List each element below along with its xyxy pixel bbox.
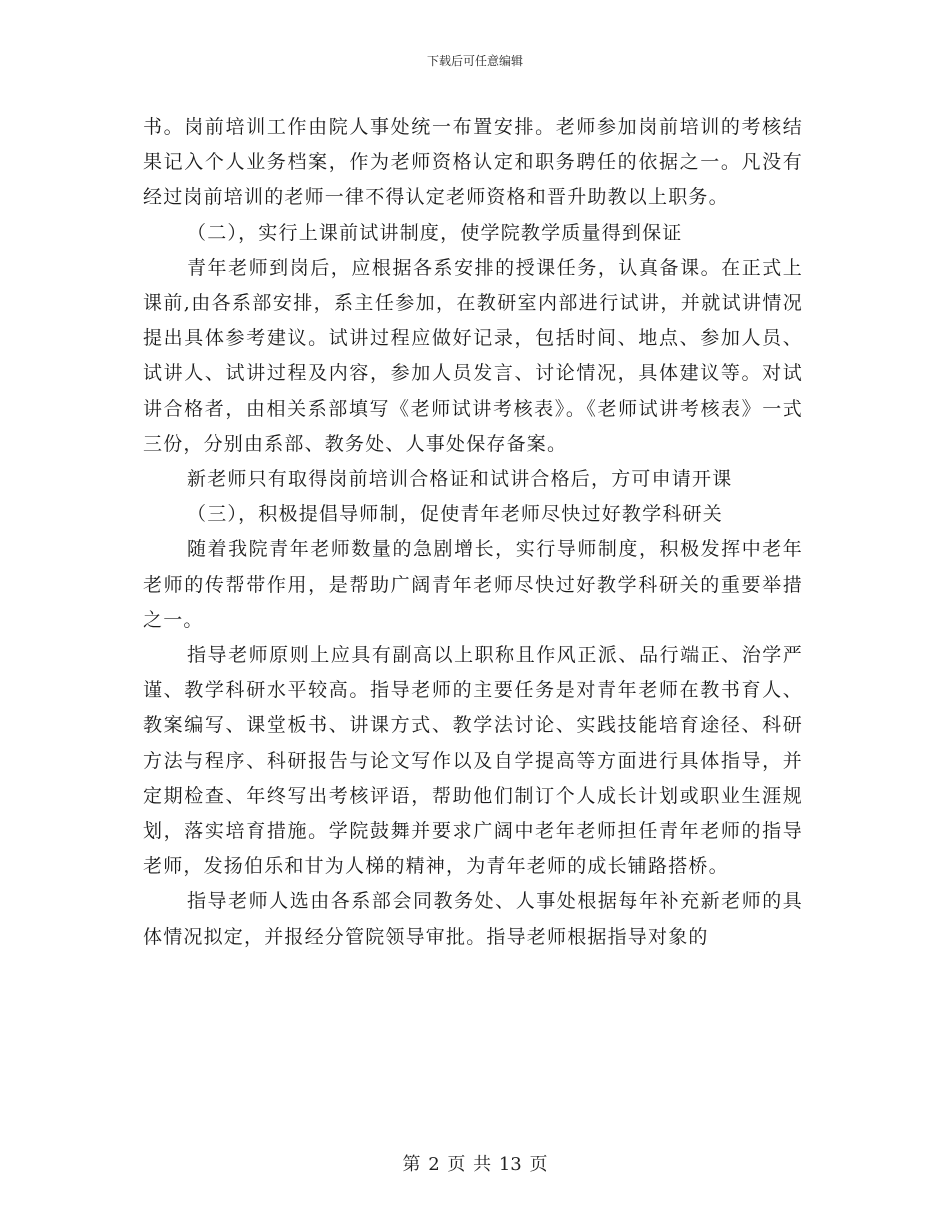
- paragraph-mentor-selection: 指导老师人选由各系部会同教务处、人事处根据每年补充新老师的具体情况拟定，并报经分管院领导审批。指导老师根据指导对象的: [143, 890, 803, 948]
- paragraph-continuation: 书。岗前培训工作由院人事处统一布置安排。老师参加岗前培训的考核结果记入个人业务档案，作为老师资格认定和职务聘任的依据之一。凡没有经过岗前培训的老师一律不得认定老师资格和晋升助教以上职务。: [143, 116, 803, 209]
- paragraph-trial-lecture: 青年老师到岗后，应根据各系安排的授课任务，认真备课。在正式上课前,由各系部安排，系主任参加，在教研室内部进行试讲，并就试讲情况提出具体参考建议。试讲过程应做好记录，包括时间、地点、参加人员、试讲人、试讲过程及内容，参加人员发言、讨论情况，具体建议等。对试讲合格者，由相关系部填写《老师试讲考核表》。《老师试讲考核表》一式三份，分别由系部、教务处、人事处保存备案。: [143, 256, 803, 455]
- paragraph-mentor-duties: 指导老师原则上应具有副高以上职称且作风正派、品行端正、治学严谨、教学科研水平较高。指导老师的主要任务是对青年老师在教书育人、教案编写、课堂板书、讲课方式、教学法讨论、实践技能培育途径、科研方法与程序、科研报告与论文写作以及自学提高等方面进行具体指导，并定期检查、年终写出考核评语，帮助他们制订个人成长计划或职业生涯规划，落实培育措施。学院鼓舞并要求广阔中老年老师担任青年老师的指导老师，发扬伯乐和甘为人梯的精神，为青年老师的成长铺路搭桥。: [143, 644, 803, 878]
- section-heading-three: （三），积极提倡导师制，促使青年老师尽快过好教学科研关: [187, 503, 723, 526]
- section-heading-two: （二），实行上课前试讲制度，使学院教学质量得到保证: [187, 221, 683, 244]
- page-header: 下载后可任意编辑: [426, 54, 523, 68]
- paragraph-mentor-intro: 随着我院青年老师数量的急剧增长，实行导师制度，积极发挥中老年老师的传帮带作用，是帮助广阔青年老师尽快过好教学科研关的重要举措之一。: [143, 538, 803, 631]
- document-body: [143, 110, 803, 955]
- paragraph-new-teacher: 新老师只有取得岗前培训合格证和试讲合格后，方可申请开课: [187, 468, 733, 491]
- page-number: 第 2 页 共 13 页: [402, 1154, 548, 1175]
